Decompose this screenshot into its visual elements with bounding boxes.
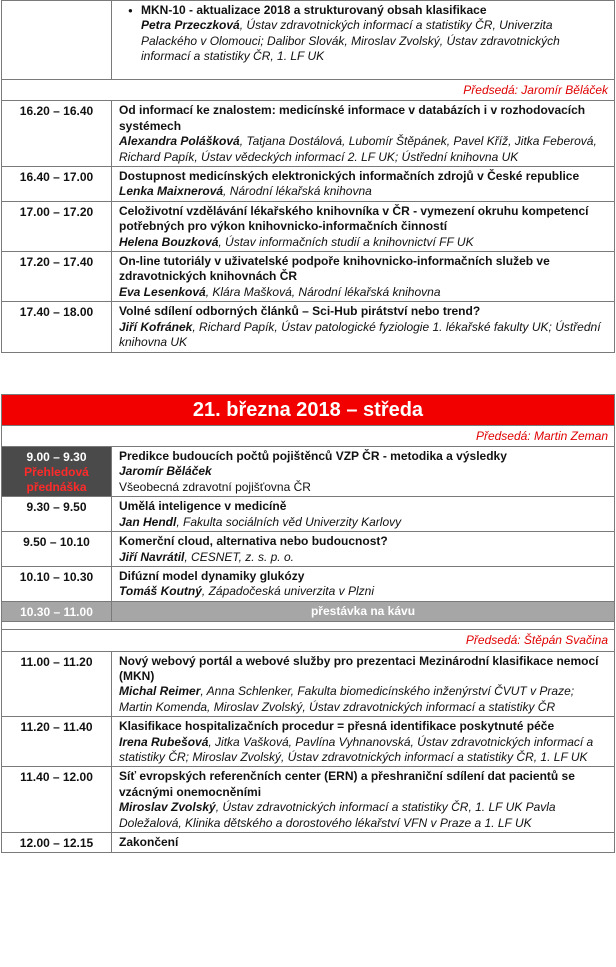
spacer [2,352,615,394]
talk-cell [112,497,615,532]
talk-authors: Miroslav Zvolský, Ústav zdravotnických informací a statistiky ČR, 1. LF UK Pavla Doležalová, Klinika dětského a dorostového lékařství VFN v Praze a 1. LF UK [119,800,556,830]
session-chair: Předsedá: Štěpán Svačina [2,630,615,651]
table-row [2,252,615,302]
break-time-cell: 10.30 – 11.00 [2,601,112,621]
talk-title: Dostupnost medicínských elektronických informačních zdrojů v České republice [119,169,580,184]
session-chair: Předsedá: Jaromír Běláček [2,80,615,101]
talk-title: Zakončení [119,835,179,850]
keynote-row [2,446,615,496]
talk-cell [112,1,615,80]
talk-title: Síť evropských referenčních center (ERN) a přeshraniční sdílení dat pacientů se vzácnými onemocněními [119,769,575,799]
time-cell: 17.00 – 17.20 [2,201,112,251]
time-cell: 10.10 – 10.30 [2,566,112,601]
spacer [2,622,615,630]
table-row [2,302,615,352]
spacer-row [2,622,615,630]
talk-authors: Jan Hendl, Fakulta sociálních věd Univerzity Karlovy [119,514,402,529]
talk-title: Nový webový portál a webové služby pro prezentaci Mezinárodní klasifikace nemocí (MKN) [119,653,599,683]
time-cell: 17.40 – 18.00 [2,302,112,352]
talk-title: Volné sdílení odborných článků – Sci-Hub pirátství nebo trend? [119,304,481,319]
spacer-row [2,352,615,394]
time-label: 9.00 – 9.30 [26,449,87,464]
talk-authors: Alexandra Polášková, Tatjana Dostálová, Lubomír Štěpánek, Pavel Kříž, Jitka Feberová, Richard Papík, Ústav vědeckých informací 2. LF UK; Ústřední knihovna UK [119,134,597,164]
talk-cell [112,651,615,717]
talk-authors: Tomáš Koutný, Západočeská univerzita v Plzni [119,584,374,599]
keynote-badge-line1: Přehledová [24,465,89,480]
table-row [2,1,615,80]
keynote-badge-line2: přednáška [26,480,87,495]
table-row [2,497,615,532]
day-heading-row [2,394,615,425]
talk-authors: Jaromír Běláček [119,464,212,479]
talk-title: Klasifikace hospitalizačních procedur = přesná identifikace poskytnuté péče [119,719,555,734]
chair-row [2,630,615,651]
talk-title: MKN-10 - aktualizace 2018 a strukturovaný obsah klasifikace [141,3,487,17]
talk-cell [112,201,615,251]
time-cell: 11.00 – 11.20 [2,651,112,717]
talk-authors: Helena Bouzková, Ústav informačních studií a knihovnictví FF UK [119,234,474,249]
time-cell: 11.20 – 11.40 [2,717,112,767]
time-cell: 17.20 – 17.40 [2,252,112,302]
chair-row [2,80,615,101]
talk-title: On-line tutoriály v uživatelské podpoře knihovnicko-informačních služeb ve zdravotnických knihovnách ČR [119,254,550,284]
talk-authors: Lenka Maixnerová, Národní lékařská knihovna [119,184,372,199]
time-cell: 16.40 – 17.00 [2,167,112,202]
table-row [2,651,615,717]
table-row [2,717,615,767]
time-cell: 9.50 – 10.10 [2,532,112,567]
closing-row [2,833,615,853]
table-row [2,532,615,567]
talk-title: Predikce budoucích počtů pojištěnců VZP ČR - metodika a výsledky [119,448,507,463]
table-row [2,767,615,833]
time-cell: 16.20 – 16.40 [2,101,112,167]
talk-cell [112,833,615,853]
talk-authors: Irena Rubešová, Jitka Vašková, Pavlína Vyhnanovská, Ústav zdravotnických informací a statistiky ČR; Miroslav Zvolský, Ústav zdravotnických informací a statistiky ČR, 1. LF UK [119,734,594,764]
table-row [2,101,615,167]
table-row [2,167,615,202]
talk-affiliation: Všeobecná zdravotní pojišťovna ČR [119,479,311,494]
table-row [2,566,615,601]
talk-title: Difúzní model dynamiky glukózy [119,568,305,583]
talk-title: Umělá inteligence v medicíně [119,499,287,514]
talk-cell [112,252,615,302]
talk-authors: Michal Reimer, Anna Schlenker, Fakulta biomedicínského inženýrství ČVUT v Praze; Martin Komenda, Miroslav Zvolský, Ústav zdravotnických informací a statistiky ČR [119,684,575,714]
talk-cell [112,717,615,767]
bullet-list [119,3,608,65]
list-item [141,3,608,65]
talk-authors: Petra Przeczková, Ústav zdravotnických informací a statistiky ČR, Univerzita Palackého v Olomouci; Dalibor Slovák, Miroslav Zvolský, Ústav zdravotnických informací a statistiky ČR, 1. LF UK [141,18,560,64]
day-heading: 21. března 2018 – středa [2,394,615,425]
talk-authors: Jiří Kofránek, Richard Papík, Ústav patologické fyziologie 1. lékařské fakulty UK; Ústřední knihovna UK [119,319,601,350]
talk-cell [112,167,615,202]
talk-cell [112,532,615,567]
time-cell-empty [2,1,112,80]
time-cell: 9.30 – 9.50 [2,497,112,532]
chair-row [2,425,615,446]
break-row [2,601,615,621]
talk-cell [112,767,615,833]
talk-cell [112,101,615,167]
talk-title: Celoživotní vzdělávání lékařského knihovníka v ČR - vymezení okruhu kompetencí potřebných pro výkon knihovnicko-informačních činností [119,203,589,234]
talk-cell [112,566,615,601]
break-label: přestávka na kávu [112,601,615,621]
talk-authors: Eva Lesenková, Klára Mašková, Národní lékařská knihovna [119,284,441,299]
keynote-time-cell [2,446,112,496]
time-cell: 12.00 – 12.15 [2,833,112,853]
talk-cell [112,302,615,352]
talk-cell [112,446,615,496]
time-cell: 11.40 – 12.00 [2,767,112,833]
table-row [2,201,615,251]
session-chair: Předsedá: Martin Zeman [2,425,615,446]
talk-title: Komerční cloud, alternativa nebo budoucnost? [119,534,388,549]
talk-authors: Jiří Navrátil, CESNET, z. s. p. o. [119,549,294,564]
talk-title: Od informací ke znalostem: medicínské informace v databázích i v rozhodovacích systémech [119,103,586,133]
programme-table [1,0,615,853]
